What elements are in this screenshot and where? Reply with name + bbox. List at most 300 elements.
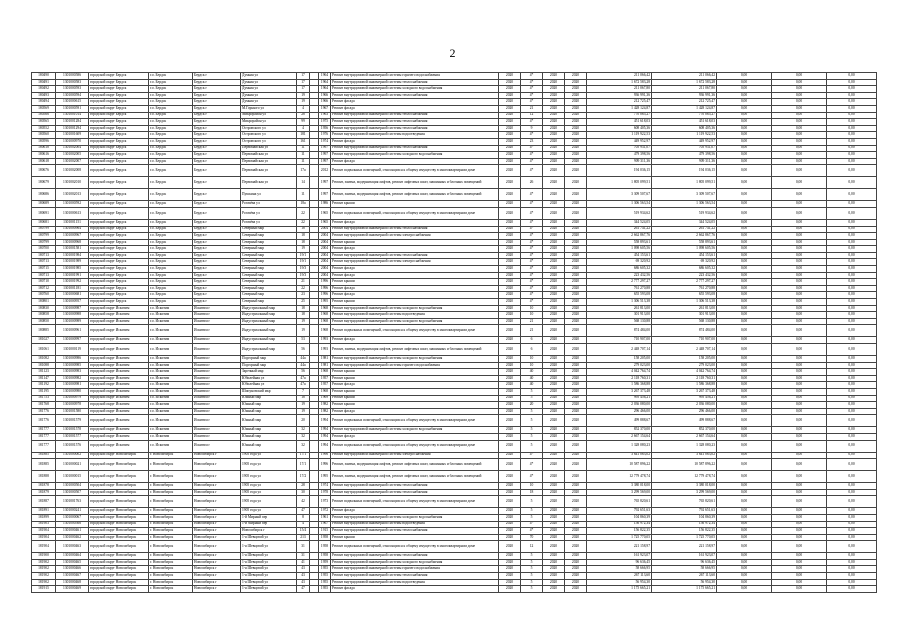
table-cell: 0,00 [717,344,772,356]
table-cell: г.о. Бердск [149,119,193,126]
table-cell: 2 118 760,31 [587,375,652,382]
table-cell: 2020 [543,105,565,112]
table-cell: 181027 [32,337,56,344]
table-cell: 2020 [543,369,565,376]
table-cell [310,112,319,119]
table-cell: 180491 [32,79,56,86]
table-cell: Южный мкр [241,433,297,440]
table-cell: 2020 [499,566,521,573]
table-cell: Ремонт фасада [331,219,499,226]
table-cell: Первомайская ул [241,145,297,152]
table-cell: Бердск г [193,158,241,165]
table-cell: 181082 [32,356,56,363]
table-cell: 2020 [565,433,587,440]
table-cell: городской округ Новосибирск [89,452,149,459]
table-cell: 2020 [565,201,587,208]
table-cell: г.о. Бердск [149,177,193,189]
table-cell: городской округ Бердск [89,233,149,240]
table-cell: 1301002010 [56,177,89,189]
table-cell [310,219,319,226]
table-cell: 0,00 [827,356,877,363]
table-cell: 0,00 [772,285,827,292]
table-cell: 180492 [32,86,56,93]
table-cell: 180565 [32,119,56,126]
table-cell: 0,00 [827,177,877,189]
table-cell: 0,00 [827,471,877,483]
table-cell: 1 098 605,56 [652,246,717,253]
table-cell: 2012 [319,165,331,177]
table-cell: 1301000463 [56,541,89,553]
table-cell: 0,00 [827,279,877,286]
table-cell: 1301000504 [56,483,89,490]
table-cell: Бердск г [193,79,241,86]
table-cell: Индустриальный мкр [241,305,297,312]
table-cell: 4* [521,521,543,528]
table-cell: 0,00 [772,382,827,389]
table-cell: 41 [297,559,310,566]
table-cell: Новосибирск г [193,508,241,515]
table-cell: Новосибирск г [193,521,241,528]
table-cell: Новосибирск г [241,528,297,535]
table-cell: 0,00 [827,79,877,86]
table-cell: 2020 [499,395,521,402]
table-cell: 1905 года ул [241,489,297,496]
table-cell: г.о. Бердск [149,292,193,299]
table-cell: Рогачёва ул [241,207,297,219]
table-cell [310,92,319,99]
table-cell: 0,00 [772,105,827,112]
table-cell: городской округ Новосибирск [89,573,149,580]
table-cell: 19 [297,402,310,409]
table-cell: 10 [521,483,543,490]
table-cell: 194 036,15 [652,165,717,177]
table-cell: 0,00 [717,152,772,159]
table-cell: 1982 [319,402,331,409]
table-cell: 2020 [565,99,587,106]
table-cell: Ремонт внутридомовой инженерной системы теплоснабжения [331,92,499,99]
table-cell: 1301000468 [56,579,89,586]
table-cell: 4* [521,279,543,286]
table-cell: 21 [521,105,543,112]
table-row [32,145,877,152]
table-cell: Шипуновский мкр [241,388,297,395]
table-cell: Ремонт внутридомовой инженерной системы электроснабжения [331,259,499,266]
table-cell [310,369,319,376]
table-cell: Бердск г [193,86,241,93]
table-cell: 15/4 [297,528,310,535]
table-cell: 0,00 [827,579,877,586]
table-cell: 1997 [319,158,331,165]
table-cell: Ремонт крыши [331,402,499,409]
table-cell: 3 267 373,48 [587,388,652,395]
table-cell [310,259,319,266]
table-cell: 1301001991 [56,272,89,279]
table-row [32,440,877,452]
table-cell: 2020 [499,226,521,233]
table-cell: 1301000067 [56,514,89,521]
table-cell: 0,00 [717,158,772,165]
table-cell: 2020 [499,573,521,580]
table-cell: 2020 [565,233,587,240]
table-cell: городской округ Искитим [89,382,149,389]
table-cell: Ремонт внутридомовой инженерной системы холодного водоснабжения [331,86,499,93]
table-row [32,362,877,369]
table-cell: 180713 [32,252,56,259]
table-cell: 19 [297,92,310,99]
table-cell: Микрорайон ул [241,112,297,119]
table-cell: 2020 [565,375,587,382]
table-cell: 0,00 [827,541,877,553]
table-cell: городской округ Искитим [89,408,149,415]
table-cell: 0,00 [717,514,772,521]
table-cell [310,226,319,233]
table-cell: Ремонт подвальных помещений, относящихся к общему имуществу в многоквартирном доме [331,415,499,427]
table-cell [310,79,319,86]
table-cell: Бердск г [193,152,241,159]
table-cell: Юбилейная ул [241,382,297,389]
table-row [32,483,877,490]
table-cell: 19/1 [297,259,310,266]
table-cell: Ремонт внутридомовой инженерной системы теплоснабжения [331,125,499,132]
table-cell: 2020 [499,514,521,521]
table-cell: 2020 [543,541,565,553]
table-cell: 1301001151 [56,219,89,226]
table-cell: 1301000566 [56,521,89,528]
table-cell: 2020 [543,201,565,208]
table-row [32,305,877,312]
table-cell: 519 934,62 [587,207,652,219]
table-cell: 0,00 [717,299,772,306]
table-row [32,165,877,177]
table-cell: 2004 [319,226,331,233]
table-cell: 56 954,30 [652,579,717,586]
table-cell: Искитим г [193,344,241,356]
table-cell: 2020 [499,259,521,266]
table-cell: 2020 [565,292,587,299]
table-cell: 2020 [565,226,587,233]
table-cell: 28 [297,112,310,119]
table-cell: городской округ Бердск [89,279,149,286]
table-cell: 1 306 513,38 [587,299,652,306]
table-cell: 69 320,92 [587,259,652,266]
table-cell: Бердск г [193,246,241,253]
table-cell: Ремонт крыши [331,388,499,395]
table-cell: 686 605,32 [652,266,717,273]
table-cell: 181776 [32,408,56,415]
table-cell: 0,00 [827,395,877,402]
table-cell: 4* [521,233,543,240]
table-cell: 31 [297,541,310,553]
table-row [32,433,877,440]
table-cell: 2020 [499,92,521,99]
table-cell: 2020 [499,279,521,286]
table-cell: 2020 [543,125,565,132]
table-cell: 770 065,27 [652,112,717,119]
table-cell: 2020 [565,344,587,356]
table-cell: 0,00 [772,553,827,560]
table-cell: 2020 [565,189,587,201]
table-cell: 1995 [319,471,331,483]
table-row [32,508,877,515]
table-cell: 69 320,92 [652,259,717,266]
table-cell: г.о. Бердск [149,201,193,208]
table-cell: 0,00 [772,201,827,208]
table-cell: 2020 [543,337,565,344]
table-cell: 0,00 [772,528,827,535]
table-row [32,105,877,112]
table-cell: 0,00 [717,559,772,566]
table-cell: 2020 [499,534,521,541]
table-cell: г.о. Бердск [149,158,193,165]
table-cell: 5 [521,514,543,521]
table-cell: 2020 [543,579,565,586]
table-cell: г.о. Бердск [149,152,193,159]
table-cell: Южный мкр [241,402,297,409]
table-cell: 0,00 [772,312,827,319]
table-cell: Северный мкр [241,272,297,279]
table-cell: 2020 [499,586,521,593]
table-cell: 3 309 507,67 [587,189,652,201]
table-cell: 1955 [319,579,331,586]
table-cell: 0,00 [772,408,827,415]
table-cell: 1301002004 [56,145,89,152]
table-cell: 2020 [565,356,587,363]
table-cell: городской округ Новосибирск [89,471,149,483]
table-cell: 3 641 063,02 [587,452,652,459]
table-cell: Искитим г [193,388,241,395]
table-row [32,189,877,201]
table-cell: г. Новосибирск [149,521,193,528]
table-cell: 5 [521,573,543,580]
table-cell: 180618 [32,158,56,165]
table-cell: Думная ул [241,99,297,106]
table-cell: 1958 [319,541,331,553]
table-cell: Бердск г [193,132,241,139]
table-cell: 0,00 [772,440,827,452]
table-cell: 10 [521,356,543,363]
table-cell: 2020 [565,239,587,246]
table-cell: Бердск г [193,259,241,266]
table-cell: 0,00 [827,483,877,490]
table-cell: Ремонт крыши [331,369,499,376]
table-cell: 20 [297,415,310,427]
table-cell: 1 672 583,28 [587,79,652,86]
table-cell: 181915 [32,586,56,593]
table-cell: 19/3 [297,272,310,279]
table-cell: 0,00 [772,112,827,119]
table-cell: 0,00 [827,553,877,560]
table-cell: Думная ул [241,73,297,80]
table-cell: 1301000979 [56,395,89,402]
table-cell: г.о. Бердск [149,272,193,279]
table-cell: 0,00 [827,226,877,233]
table-row [32,266,877,273]
table-cell: 0,00 [717,496,772,508]
table-cell: 1301000586 [56,73,89,80]
table-cell: 3 309 507,67 [652,189,717,201]
table-cell: 22 [297,219,310,226]
table-cell: 261 741,22 [587,226,652,233]
table-cell: 1994 [319,415,331,427]
table-cell: г. Новосибирск [149,534,193,541]
table-cell: г.о. Бердск [149,189,193,201]
table-cell: 558 893,61 [587,239,652,246]
table-cell: Ремонт фасада [331,433,499,440]
table-cell: Новосибирск г [193,471,241,483]
table-cell: Южный мкр [241,427,297,434]
table-cell: Ремонт, замена, модернизация лифтов, ремонт лифтовых шахт, машинных и блочных помещений [331,344,499,356]
table-cell: Ремонт подвальных помещений, относящихся к общему имуществу в многоквартирном доме [331,207,499,219]
table-cell: Бердск г [193,105,241,112]
table-cell: 2020 [565,489,587,496]
table-cell: 17а [297,165,310,177]
table-cell: городской округ Новосибирск [89,559,149,566]
table-cell [310,344,319,356]
table-cell: 181777 [32,427,56,434]
table-cell: 42 [297,496,310,508]
table-cell: 0,00 [827,165,877,177]
table-cell: 0,00 [772,541,827,553]
table-cell: 4* [521,119,543,126]
table-cell: 2020 [499,483,521,490]
table-cell: 1301000613 [56,207,89,219]
table-cell: Новосибирск г [193,566,241,573]
table-cell: 32 [297,427,310,434]
table-cell: 5 [521,508,543,515]
table-cell: 2020 [565,138,587,145]
table-cell [310,415,319,427]
table-cell: 0,00 [717,125,772,132]
table-cell: 267 113,60 [652,573,717,580]
table-cell: 4* [521,158,543,165]
table-cell: Пушкина ул [241,189,297,201]
table-cell: Искитим г [193,356,241,363]
table-cell: 1301001284 [56,119,89,126]
table-cell: Искитим г [193,305,241,312]
table-cell: 0,00 [827,92,877,99]
table-cell: 2020 [565,573,587,580]
table-cell: 1986 [319,201,331,208]
table-cell: 1959 [319,559,331,566]
table-cell: г.о. Бердск [149,219,193,226]
table-cell: 1 805 099,51 [652,177,717,189]
table-cell: Северный мкр [241,299,297,306]
table-cell: 0,00 [827,99,877,106]
table-cell: 0,00 [827,496,877,508]
table-cell [310,579,319,586]
table-cell [310,119,319,126]
table-cell: 0,00 [827,312,877,319]
table-cell [310,207,319,219]
table-cell: 181777 [32,440,56,452]
table-cell: 454 153,61 [652,252,717,259]
table-cell: 180681 [32,219,56,226]
table-cell [310,573,319,580]
table-cell: г.о. Искитим [149,433,193,440]
table-row [32,177,877,189]
table-cell: 156 822,35 [587,528,652,535]
table-cell: 2020 [543,382,565,389]
table-cell: 1301000985 [56,362,89,369]
table-cell: Южный мкр [241,440,297,452]
table-cell: 2020 [543,362,565,369]
table-cell: 0,00 [772,305,827,312]
table-cell: 0,00 [772,189,827,201]
table-cell: 2020 [543,145,565,152]
table-cell: 0,00 [717,573,772,580]
table-cell: 1996 [319,452,331,459]
table-cell: 161 923,07 [652,553,717,560]
table-cell: городской округ Бердск [89,207,149,219]
table-cell: 181891 [32,508,56,515]
table-cell: 47а [297,375,310,382]
table-cell [310,125,319,132]
table-cell: 874 484,00 [652,325,717,337]
table-cell: Ремонт крыши [331,534,499,541]
table-cell: 161 [297,138,310,145]
table-cell: 2020 [543,177,565,189]
table-cell: 296 466,00 [652,408,717,415]
table-cell [310,318,319,325]
table-cell: 4* [521,165,543,177]
table-cell: 1301002008 [56,165,89,177]
table-cell: 0,00 [827,508,877,515]
table-cell: г.о. Бердск [149,233,193,240]
table-cell: Бердск г [193,233,241,240]
table-cell: 181088 [32,362,56,369]
table-cell: 1-я Шевцовой ул [241,586,297,593]
table-cell: г. Новосибирск [149,459,193,471]
table-cell: городской округ Новосибирск [89,566,149,573]
table-cell: 0,00 [827,521,877,528]
table-cell: 5 [521,586,543,593]
table-cell: 2020 [499,165,521,177]
table-cell: 2020 [499,508,521,515]
table-cell: 2020 [499,152,521,159]
table-cell: 0,00 [772,514,827,521]
table-cell: 2020 [543,356,565,363]
table-cell: 0,00 [827,427,877,434]
table-cell: 0,00 [772,566,827,573]
table-cell: 2004 [319,246,331,253]
table-cell: 180689 [32,201,56,208]
table-cell: 1301000980 [56,388,89,395]
table-cell: 0,00 [827,201,877,208]
table-row [32,219,877,226]
table-cell: 0,00 [827,452,877,459]
table-cell: 2020 [499,86,521,93]
table-cell: 1301000015 [56,471,89,483]
table-cell: 0,00 [827,272,877,279]
table-cell [310,356,319,363]
table-cell: 2020 [543,427,565,434]
table-cell: 1905 года ул [241,452,297,459]
table-cell: 0,00 [827,586,877,593]
table-cell: 4* [521,528,543,535]
table-cell [310,292,319,299]
table-cell: 454 153,61 [587,252,652,259]
table-row [32,318,877,325]
table-cell: 2004 [319,252,331,259]
table-cell: 1 119 922,53 [587,132,652,139]
table-cell: Индустриальный мкр [241,344,297,356]
table-cell: 2020 [543,508,565,515]
table-cell: городской округ Бердск [89,86,149,93]
table-cell: 1301001984 [56,252,89,259]
table-row [32,566,877,573]
table-cell: Ремонт фасада [331,246,499,253]
table-cell: 1301000464 [56,553,89,560]
